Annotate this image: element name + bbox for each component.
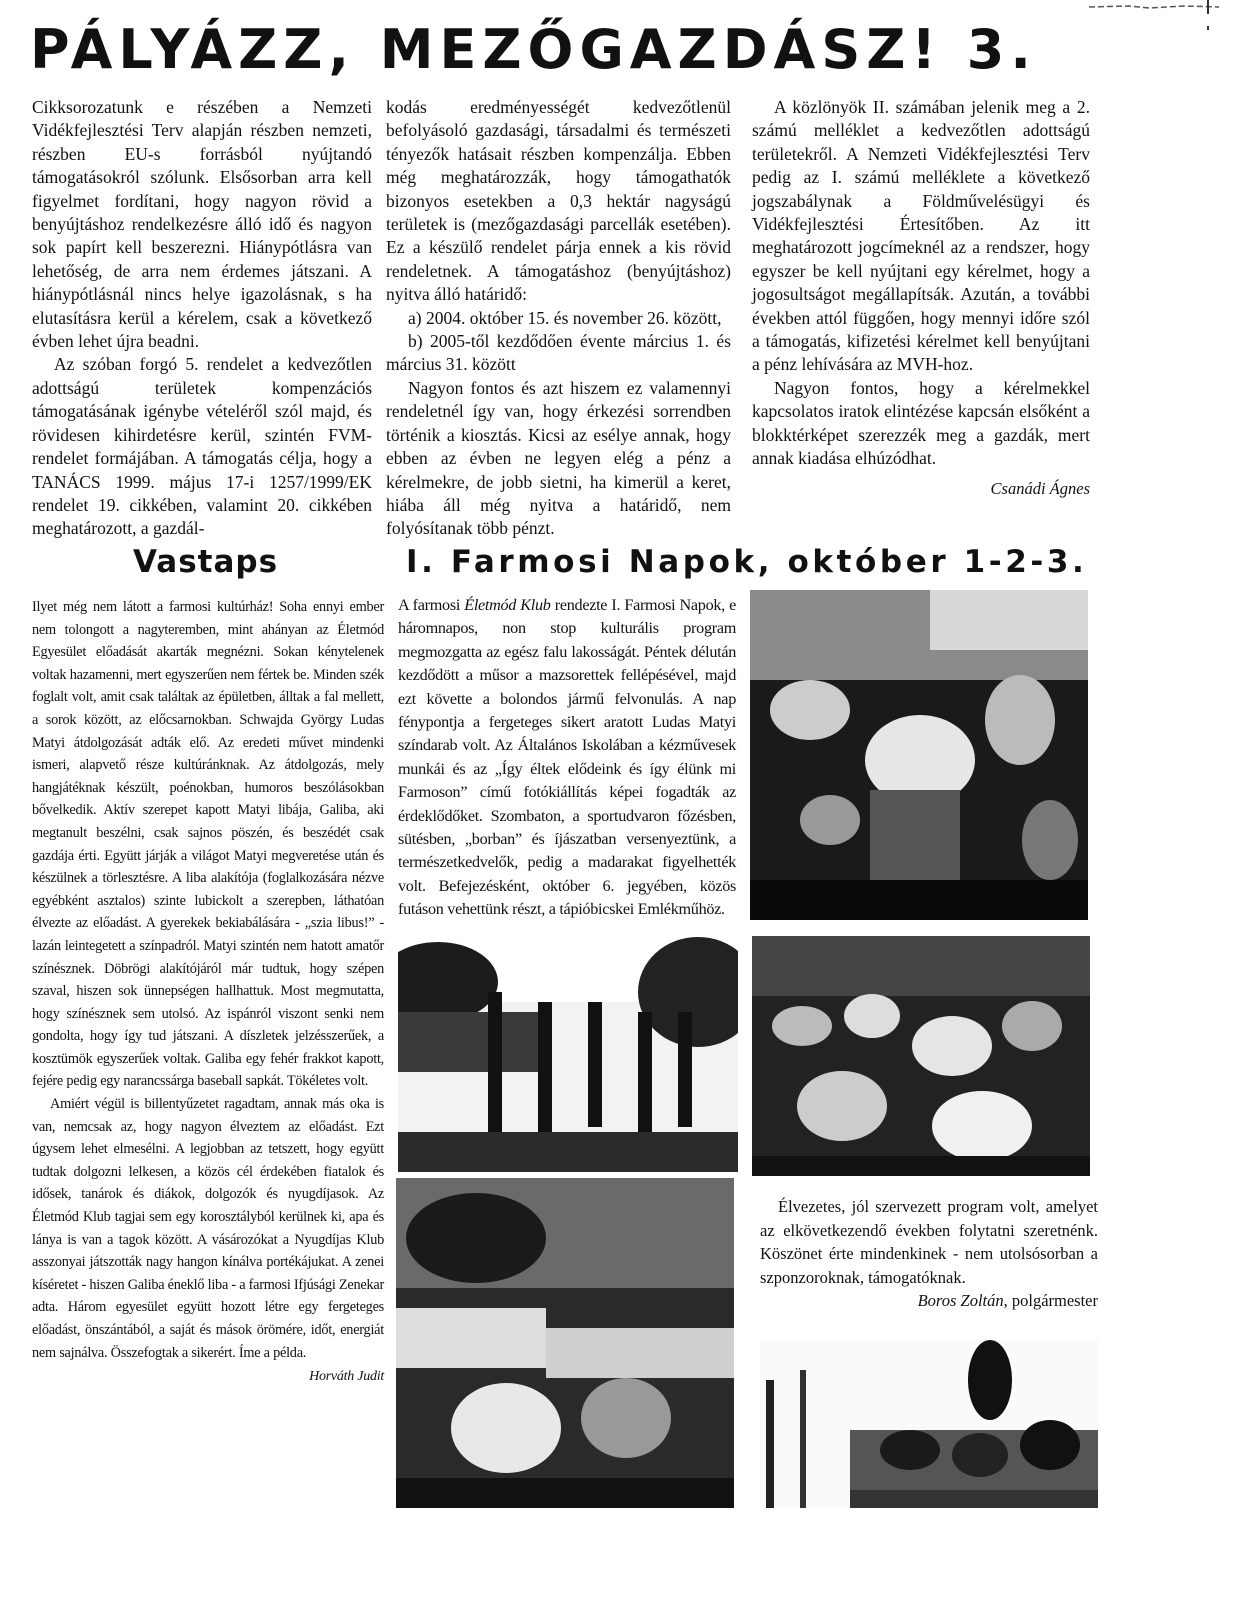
author-title: , polgármester [1003, 1291, 1098, 1310]
article-column-1 [32, 96, 372, 541]
paragraph: Cikksorozatunk e részében a Nemzeti Vidékfejlesztési Terv alapján részben nemzeti, részben EU-s forrásból nyújtandó támogatásokról szólunk. Elsősorban arra kell figyelmet fordítani, hogy nagyon rövid a benyújtáshoz rendelkezésre álló idő és nagyon sok papírt kell beszerezni. Hiánypótlásra van lehetőség, de arra nem érdemes játszani. A hiánypótlásnál nincs helye igazolásnak, s ha elutasításra kerül a kérelem, csak a következő évben lehet újra beadni. [32, 97, 372, 352]
scan-artifact [1089, 0, 1219, 10]
main-headline: PÁLYÁZZ, MEZŐGAZDÁSZ! 3. [30, 18, 1037, 81]
paragraph [398, 594, 736, 922]
article-column-3 [752, 96, 1090, 500]
paragraph: Ilyet még nem látott a farmosi kultúrház! Soha ennyi ember nem tolongott a nagyteremben, mint ahányan az Életmód Egyesület előadását akarták megnézni. Sokan kénytelenek voltak hazamenni, mert egyszerűen nem fértek be. Minden szék foglalt volt, amit csak találtak az épületben, álltak a fal mellett, a sorok között, az előcsarnokban. Schwajda György Ludas Matyi átdolgozását adták elő. Az eredeti művet mindenki ismeri, alapvető része kultúránknak. Az átdolgozás, mely hangjátéknak készült, poénokban, humoros beszólásokban bővelkedik. Aktív szerepet kapott Matyi libája, Galiba, aki megtanult beszélni, csak sajnos pöszén, és beszédét csak gazdája érti. Együtt járják a világot Matyi megveretése után és készülnek a törlesztésre. A liba alakítója (foglalkozására nézve egyébként asztalos) szinte lubickolt a szerepben, láthatóan élvezte az előadást. A gyerekek bekiabálására - „szia libus!” - lazán leintegetett a színpadról. Matyi szintén nem hatott amatőr színésznek. Döbrögi alakítójáról már tudtuk, hogy szépen szaval, hiszen sok ünnepségen hallhattuk. Most megmutatta, hogy színésznek sem utolsó. Az ispánról viszont senki nem gondolta, hogy így tud játszani. A díszletek jelzésszerűek, a kosztümök egyszerűek voltak. Galiba egy fehér frakkot kapott, fejére pedig egy narancssárga baseball sapkát. Tökéletes volt. [32, 599, 384, 1090]
paragraph: Nagyon fontos, hogy a kérelmekkel kapcsolatos iratok elintézése kapcsán elsőként a blokktérképet szerezzék meg a gazdák, mert annak kiadása elhúzódhat. [752, 377, 1090, 469]
article-column-2 [386, 96, 731, 541]
paragraph: Az szóban forgó 5. rendelet a kedvezőtlen adottságú területek kompenzációs támogatásának igénybe vételéről szól majd, és rövidesen kihirdetésre kerül, szintén FVM-rendelet formájában. A támogatás célja, hogy a TANÁCS 1999. május 17-i 1257/1999/EK rendelet 19. cikkében, valamint 20. cikkében meghatározott, a gazdál- [32, 354, 372, 539]
paragraph: A közlönyök II. számában jelenik meg a 2. számú melléklet a kedvezőtlen adottságú területekről. A Nemzeti Vidékfejlesztési Terv pedig az I. számú melléklete a következő jogszabálynak a Földművelésügyi és Vidékfejlesztési Értesítőben. Az itt meghatározott jogcímeknél az a rendszer, hogy egyszer be kell nyújtani egy kérelmet, hogy a jogosultságot megállapítsák. Azután, a további években attól függően, hogy mennyi időre szól a támogatás, kifizetési kérelmet kell benyújtani a pénz lehívására az MVH-hoz. [752, 97, 1090, 375]
photo-memorial-run [760, 1340, 1098, 1508]
text-run: A farmosi [398, 596, 465, 614]
photo-audience-seated [752, 936, 1090, 1176]
vastaps-headline: Vastaps [133, 544, 279, 580]
club-name: Életmód Klub [464, 596, 551, 614]
paragraph: Nagyon fontos és azt hiszem ez valamennyi rendeletnél így van, hogy érkezési sorrendben történik a kiosztás. Kicsi az esélye annak, hogy ebben az évben ne legyen elég a pénz a kérelmekre, de jobb sietni, ha kimerül a keret, hiába áll még nyitva a határidő, nem folyósítanak több pénzt. [386, 377, 731, 539]
farmos-article [398, 594, 736, 922]
author-byline: Csanádi Ágnes [990, 478, 1090, 498]
deadline-item-b: b) 2005-től kezdődően évente március 1. és március 31. között [386, 331, 731, 375]
paragraph: Amiért végül is billentyűzetet ragadtam, annak más oka is van, nemcsak az, hogy nagyon élveztem az előadást. Ezt úgysem lehet elmesélni. A legjobban az tetszett, hogy együtt tudtak dolgozni lelkesen, a közös cél érdekében fiatalok és idősek, tanárok és diákok, dolgozók és nyugdíjasok. Az Életmód Klub tagjai sem egy korosztályból kerülnek ki, apa és lánya is van a tagok között. A vásározókat a Nyugdíjas Klub asszonyai játszották nagy hangon kínálva portékájukat. A zenei kíséretet - hiszen Galiba éneklő liba - a farmosi Ifjúsági Zenekar adta. Három egyesület együtt hozott létre egy fergeteges előadást, önszántából, a saját és mások örömére, időt, energiát nem sajnálva. Összefogtak a sikerért. Íme a példa. [32, 1096, 384, 1361]
scan-artifact-tick [1207, 0, 1209, 14]
author-signature [760, 1289, 1098, 1313]
photo-dancers [398, 932, 738, 1172]
photo-craft-tables [396, 1178, 734, 1508]
scan-artifact-tick [1207, 26, 1209, 30]
author-byline: Horváth Judit [309, 1369, 384, 1385]
vastaps-article [32, 596, 384, 1389]
farmos-headline: I. Farmosi Napok, október 1-2-3. [406, 544, 1088, 580]
author-name: Boros Zoltán [917, 1291, 1004, 1310]
deadline-item-a: a) 2004. október 15. és november 26. között, [408, 307, 722, 328]
paragraph: kodás eredményességét kedvezőtlenül befolyásoló gazdasági, társadalmi és természeti tényezők hatásait részben kompenzálja. Ebben még meghatározzák, hogy támogathatók bizonyos esetekben a 0,3 hektár nagyságú területek is (mezőgazdasági parcellák esetében). Ez a készülő rendelet párja ennek a kis rövid rendeletnek. A támogatáshoz (benyújtáshoz) nyitva álló határidő: [386, 97, 731, 305]
paragraph: Élvezetes, jól szervezett program volt, amelyet az elkövetkezendő években folytatni szeretnénk. Köszönet érte mindenkinek - nem utolsósorban a szponzoroknak, támogatóknak. [760, 1197, 1098, 1287]
photo-crowd-outdoor [750, 590, 1088, 920]
farmos-closing [760, 1195, 1098, 1313]
text-run: rendezte I. Farmosi Napok, e háromnapos, non stop kulturális program megmozgatta az egész falu lakosságát. Péntek délután kezdődött a műsor a mazsorettek fellépésével, majd ezt követte a bolondos jármű felvonulás. A nap fénypontja a fergeteges sikert aratott Ludas Matyi színdarab volt. Az Általános Iskolában a kézművesek munkái és az „Így éltek elődeink és így élünk mi Farmoson” című fotókiállítás képei fogadták az érdeklődőket. Szombaton, a sportudvaron főzésben, sütésben, „borban” és íjászatban versenyeztünk, a természetkedvelők, pedig a madarakat figyelhették volt. Befejezésként, október 6. jegyében, közös futáson vehettünk részt, a tápióbicskei Emlékműhöz. [398, 596, 737, 919]
